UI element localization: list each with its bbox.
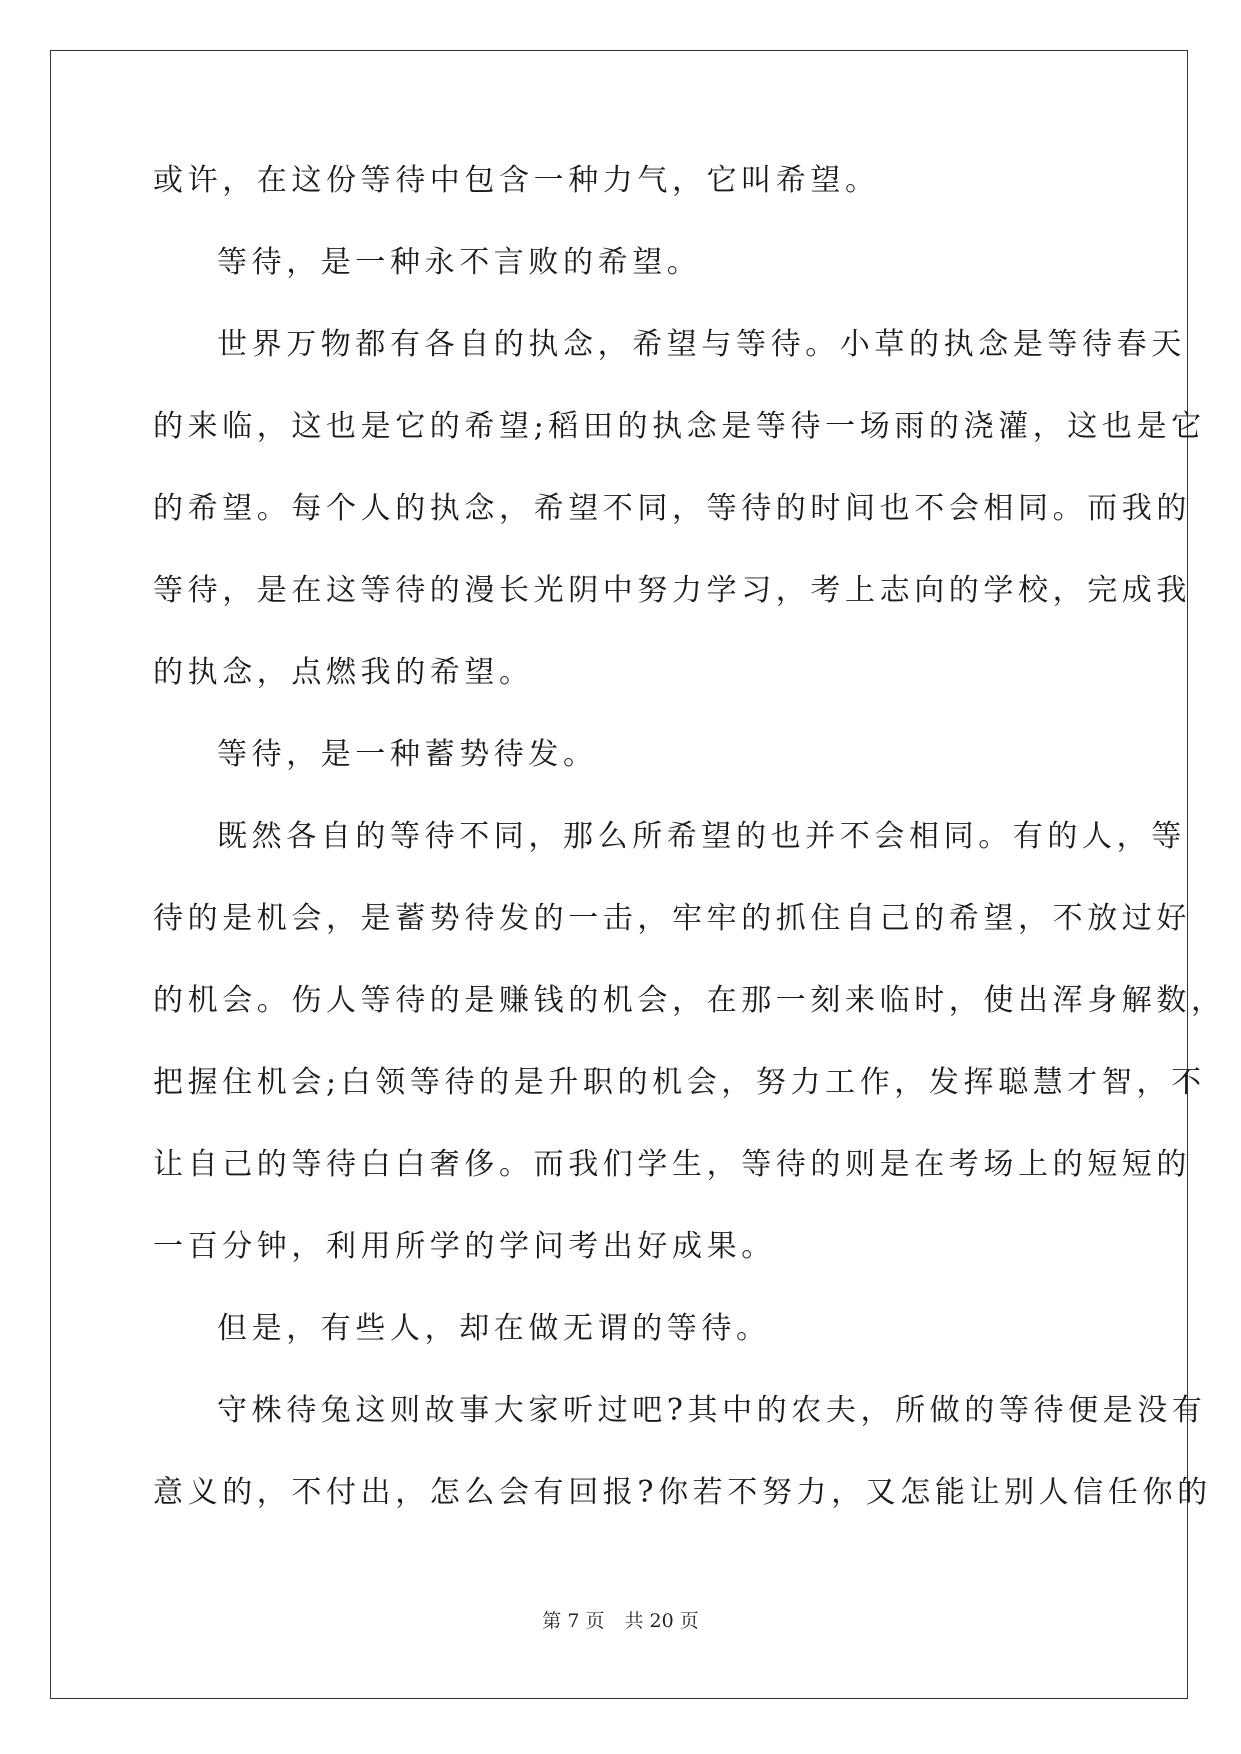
text-line: 等待，是一种蓄势待发。: [217, 737, 598, 772]
text-line: 意义的，不付出，怎么会有回报?你若不努力，又怎能让别人信任你的: [153, 1475, 1212, 1510]
text-line: 既然各自的等待不同，那么所希望的也并不会相同。有的人，等: [217, 819, 1186, 854]
page-number-total: 共 20 页: [624, 1610, 699, 1632]
text-line: 或许，在这份等待中包含一种力气，它叫希望。: [153, 163, 880, 198]
text-line: 的来临，这也是它的希望;稻田的执念是等待一场雨的浇灌，这也是它: [153, 409, 1206, 444]
page-number-current: 第 7 页: [542, 1610, 605, 1632]
text-line: 等待，是在这等待的漫长光阴中努力学习，考上志向的学校，完成我: [153, 573, 1191, 608]
text-line: 守株待兔这则故事大家听过吧?其中的农夫，所做的等待便是没有: [217, 1393, 1207, 1428]
text-line: 让自己的等待白白奢侈。而我们学生，等待的则是在考场上的短短的: [153, 1147, 1191, 1182]
text-line: 的执念，点燃我的希望。: [153, 655, 534, 690]
page-footer: [0, 1606, 1241, 1633]
text-line: 世界万物都有各自的执念，希望与等待。小草的执念是等待春天: [217, 327, 1186, 362]
text-line: 的希望。每个人的执念，希望不同，等待的时间也不会相同。而我的: [153, 491, 1191, 526]
text-line: 把握住机会;白领等待的是升职的机会，努力工作，发挥聪慧才智，不: [153, 1065, 1206, 1100]
text-line: 等待，是一种永不言败的希望。: [217, 245, 702, 280]
text-line: 待的是机会，是蓄势待发的一击，牢牢的抓住自己的希望，不放过好: [153, 901, 1191, 936]
text-line: 一百分钟，利用所学的学问考出好成果。: [153, 1229, 776, 1264]
document-body: [153, 160, 1226, 1554]
text-line: 但是，有些人，却在做无谓的等待。: [217, 1311, 771, 1346]
text-line: 的机会。伤人等待的是赚钱的机会，在那一刻来临时，使出浑身解数，: [153, 983, 1226, 1018]
